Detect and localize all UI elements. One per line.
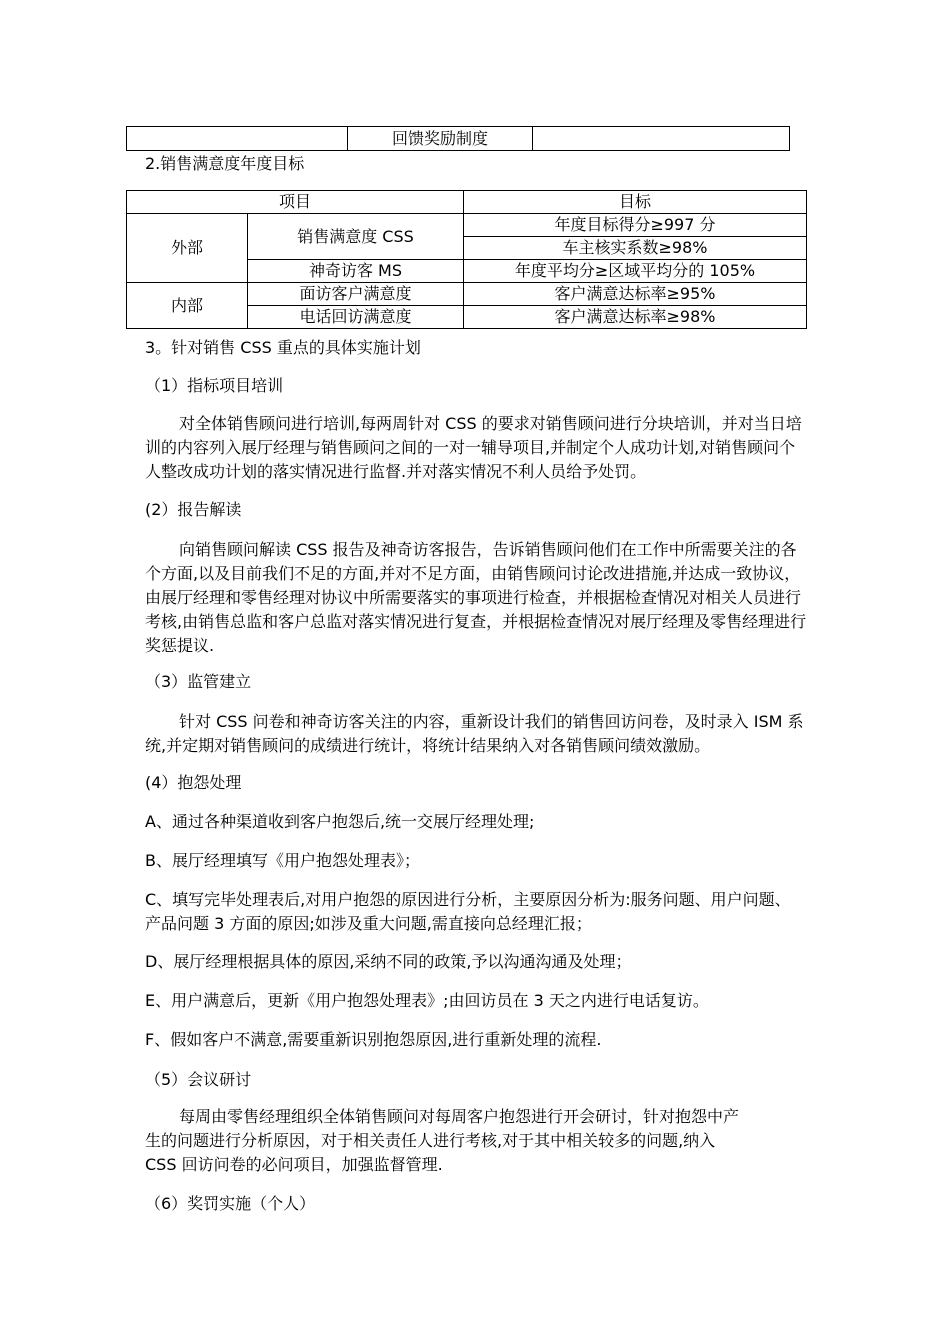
s6-title: （6）奖罚实施（个人） — [145, 1194, 316, 1213]
external-label: 外部 — [127, 214, 248, 283]
section3-title: 3。针对销售 CSS 重点的具体实施计划 — [145, 338, 421, 357]
internal-label: 内部 — [127, 283, 248, 329]
s3-body: 针对 CSS 问卷和神奇访客关注的内容，重新设计我们的销售回访问卷，及时录入 ISM 系统,并定期对销售顾问的成绩进行统计，将统计结果纳入对各销售顾问绩效激励。 — [145, 712, 804, 755]
table-row — [127, 283, 807, 306]
s2-body: 向销售顾问解读 CSS 报告及神奇访客报告，告诉销售顾问他们在工作中所需要关注的各个方面,以及目前我们不足的方面,并对不足方面，由销售顾问讨论改进措施,并达成一致协议，由展厅经理和零售经理对协议中所需要落实的事项进行检查，并根据检查情况对相关人员进行考核,由销售总监和客户总监对落实情况进行复查，并根据检查情况对展厅经理及零售经理进行奖惩提议. — [145, 540, 807, 655]
internal-goal1: 客户满意达标率≥95% — [464, 283, 807, 306]
table-cell — [533, 127, 790, 151]
reward-table — [126, 126, 790, 151]
s5-body-line3: CSS 回访问卷的必问项目，加强监督管理. — [145, 1155, 443, 1174]
internal-item1: 面访客户满意度 — [248, 283, 464, 306]
s4-item-e: E、用户满意后，更新《用户抱怨处理表》;由回访员在 3 天之内进行电话复访。 — [145, 991, 709, 1010]
internal-goal2: 客户满意达标率≥98% — [464, 306, 807, 329]
header-item: 项目 — [127, 191, 464, 214]
ms-item: 神奇访客 MS — [248, 260, 464, 283]
s4-item-a: A、通过各种渠道收到客户抱怨后,统一交展厅经理处理; — [145, 812, 535, 831]
header-goal: 目标 — [464, 191, 807, 214]
s4-item-b: B、展厅经理填写《用户抱怨处理表》； — [145, 851, 420, 870]
targets-table — [126, 190, 807, 329]
s2-title: (2）报告解读 — [145, 500, 242, 519]
s4-item-d: D、展厅经理根据具体的原因,采纳不同的政策,予以沟通沟通及处理； — [145, 952, 632, 971]
s4-title: (4）抱怨处理 — [145, 773, 242, 792]
table-header-row — [127, 191, 807, 214]
s5-title: （5）会议研讨 — [145, 1070, 252, 1089]
css-item: 销售满意度 CSS — [248, 214, 464, 260]
s5-body-line2: 生的问题进行分析原因，对于相关责任人进行考核,对于其中相关较多的问题,纳入 — [145, 1131, 716, 1150]
s1-body: 对全体销售顾问进行培训,每两周针对 CSS 的要求对销售顾问进行分块培训，并对当日培训的内容列入展厅经理与销售顾问之间的一对一辅导项目,并制定个人成功计划,对销售顾问个人整改成功计划的落实情况进行监督.并对落实情况不利人员给予处罚。 — [145, 414, 802, 481]
s4-item-f: F、假如客户不满意,需要重新识别抱怨原因,进行重新处理的流程. — [145, 1030, 602, 1049]
css-goal1: 年度目标得分≥997 分 — [464, 214, 807, 237]
internal-item2: 电话回访满意度 — [248, 306, 464, 329]
ms-goal: 年度平均分≥区域平均分的 105% — [464, 260, 807, 283]
s5-body-line1: 每周由零售经理组织全体销售顾问对每周客户抱怨进行开会研讨，针对抱怨中产 — [179, 1107, 740, 1126]
table-cell — [127, 127, 348, 151]
table-cell: 回馈奖励制度 — [348, 127, 533, 151]
table-row — [127, 214, 807, 237]
section2-title: 2.销售满意度年度目标 — [145, 154, 305, 173]
table-row — [127, 127, 790, 151]
s1-title: （1）指标项目培训 — [145, 376, 284, 395]
s3-title: （3）监管建立 — [145, 672, 252, 691]
css-goal2: 车主核实系数≥98% — [464, 237, 807, 260]
s4-item-c: C、填写完毕处理表后,对用户抱怨的原因进行分析，主要原因分析为:服务问题、用户问题、产品问题 3 方面的原因;如涉及重大问题,需直接向总经理汇报； — [145, 890, 791, 933]
